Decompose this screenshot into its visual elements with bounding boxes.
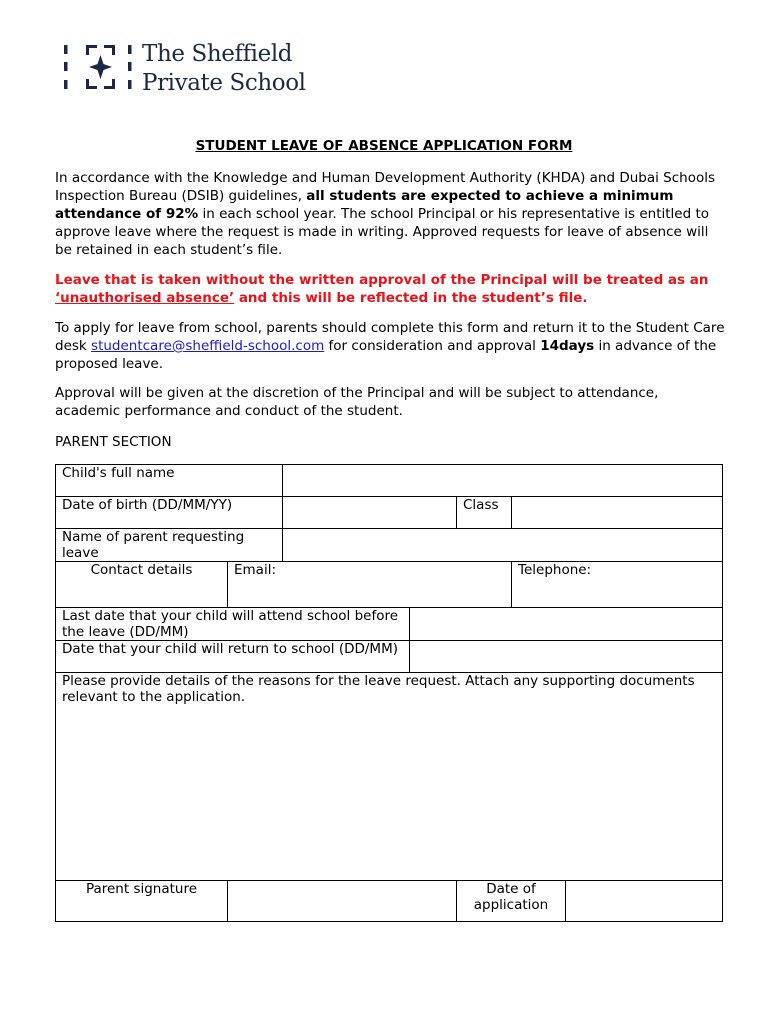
unauthorised-absence-text: ‘unauthorised absence’ bbox=[55, 290, 235, 306]
reasons-field[interactable]: Please provide details of the reasons for the leave request. Attach any supporting documents relevant to the application. bbox=[56, 673, 723, 881]
warning-text-2: and this will be reflected in the student’s file. bbox=[234, 290, 588, 306]
return-date-field[interactable] bbox=[410, 641, 723, 673]
child-name-label: Child's full name bbox=[56, 465, 283, 497]
school-name-line2: Private School bbox=[142, 70, 306, 96]
school-logo bbox=[62, 40, 306, 98]
telephone-field[interactable]: Telephone: bbox=[512, 562, 723, 608]
school-name bbox=[142, 40, 306, 98]
class-label: Class bbox=[457, 497, 512, 529]
intro-text-1: In accordance with the Knowledge and Human Development Authority (KHDA) and Dubai Schools Inspection Bureau (DSIB) guidelines, bbox=[55, 170, 716, 204]
intro-paragraph bbox=[55, 169, 725, 259]
dob-label: Date of birth (DD/MM/YY) bbox=[56, 497, 283, 529]
contact-details-label: Contact details bbox=[56, 562, 228, 608]
parent-signature-field[interactable] bbox=[228, 881, 457, 922]
apply-paragraph bbox=[55, 319, 725, 373]
last-date-label: Last date that your child will attend school before the leave (DD/MM) bbox=[56, 608, 410, 641]
parent-name-field[interactable] bbox=[283, 529, 723, 562]
parent-section-table bbox=[55, 464, 723, 922]
class-field[interactable] bbox=[512, 497, 723, 529]
child-name-field[interactable] bbox=[283, 465, 723, 497]
intro-text-2: in each school year. The school Principal or his representative is entitled to approve leave where the request is made in writing. Approved requests for leave of absence will be retained in each student’s file. bbox=[55, 206, 710, 258]
school-crest-icon bbox=[62, 42, 134, 94]
warning-paragraph bbox=[55, 271, 725, 307]
parent-signature-label: Parent signature bbox=[56, 881, 228, 922]
email-field[interactable]: Email: bbox=[228, 562, 512, 608]
school-name-line1: The Sheffield bbox=[142, 41, 293, 67]
warning-text-1: Leave that is taken without the written approval of the Principal will be treated as an bbox=[55, 272, 709, 288]
form-title: STUDENT LEAVE OF ABSENCE APPLICATION FORM bbox=[195, 138, 573, 154]
parent-section-heading: PARENT SECTION bbox=[55, 434, 172, 450]
date-of-application-label: Date of application bbox=[457, 881, 566, 922]
parent-name-label: Name of parent requesting leave bbox=[56, 529, 283, 562]
return-date-label: Date that your child will return to school (DD/MM) bbox=[56, 641, 410, 673]
apply-text-2: for consideration and approval bbox=[324, 338, 541, 354]
dob-field[interactable] bbox=[283, 497, 457, 529]
intro-bold-text: all students are expected to achieve a minimum attendance of 92% bbox=[55, 188, 674, 222]
student-care-email-link[interactable]: studentcare@sheffield-school.com bbox=[91, 338, 325, 354]
apply-text-3: in advance of the proposed leave. bbox=[55, 338, 717, 372]
apply-days-text: 14days bbox=[540, 338, 595, 354]
date-of-application-field[interactable] bbox=[566, 881, 723, 922]
last-date-field[interactable] bbox=[410, 608, 723, 641]
apply-text-1: To apply for leave from school, parents should complete this form and return it to the Student Care desk bbox=[55, 320, 725, 354]
approval-paragraph: Approval will be given at the discretion of the Principal and will be subject to attendance, academic performance and conduct of the student. bbox=[55, 385, 659, 419]
